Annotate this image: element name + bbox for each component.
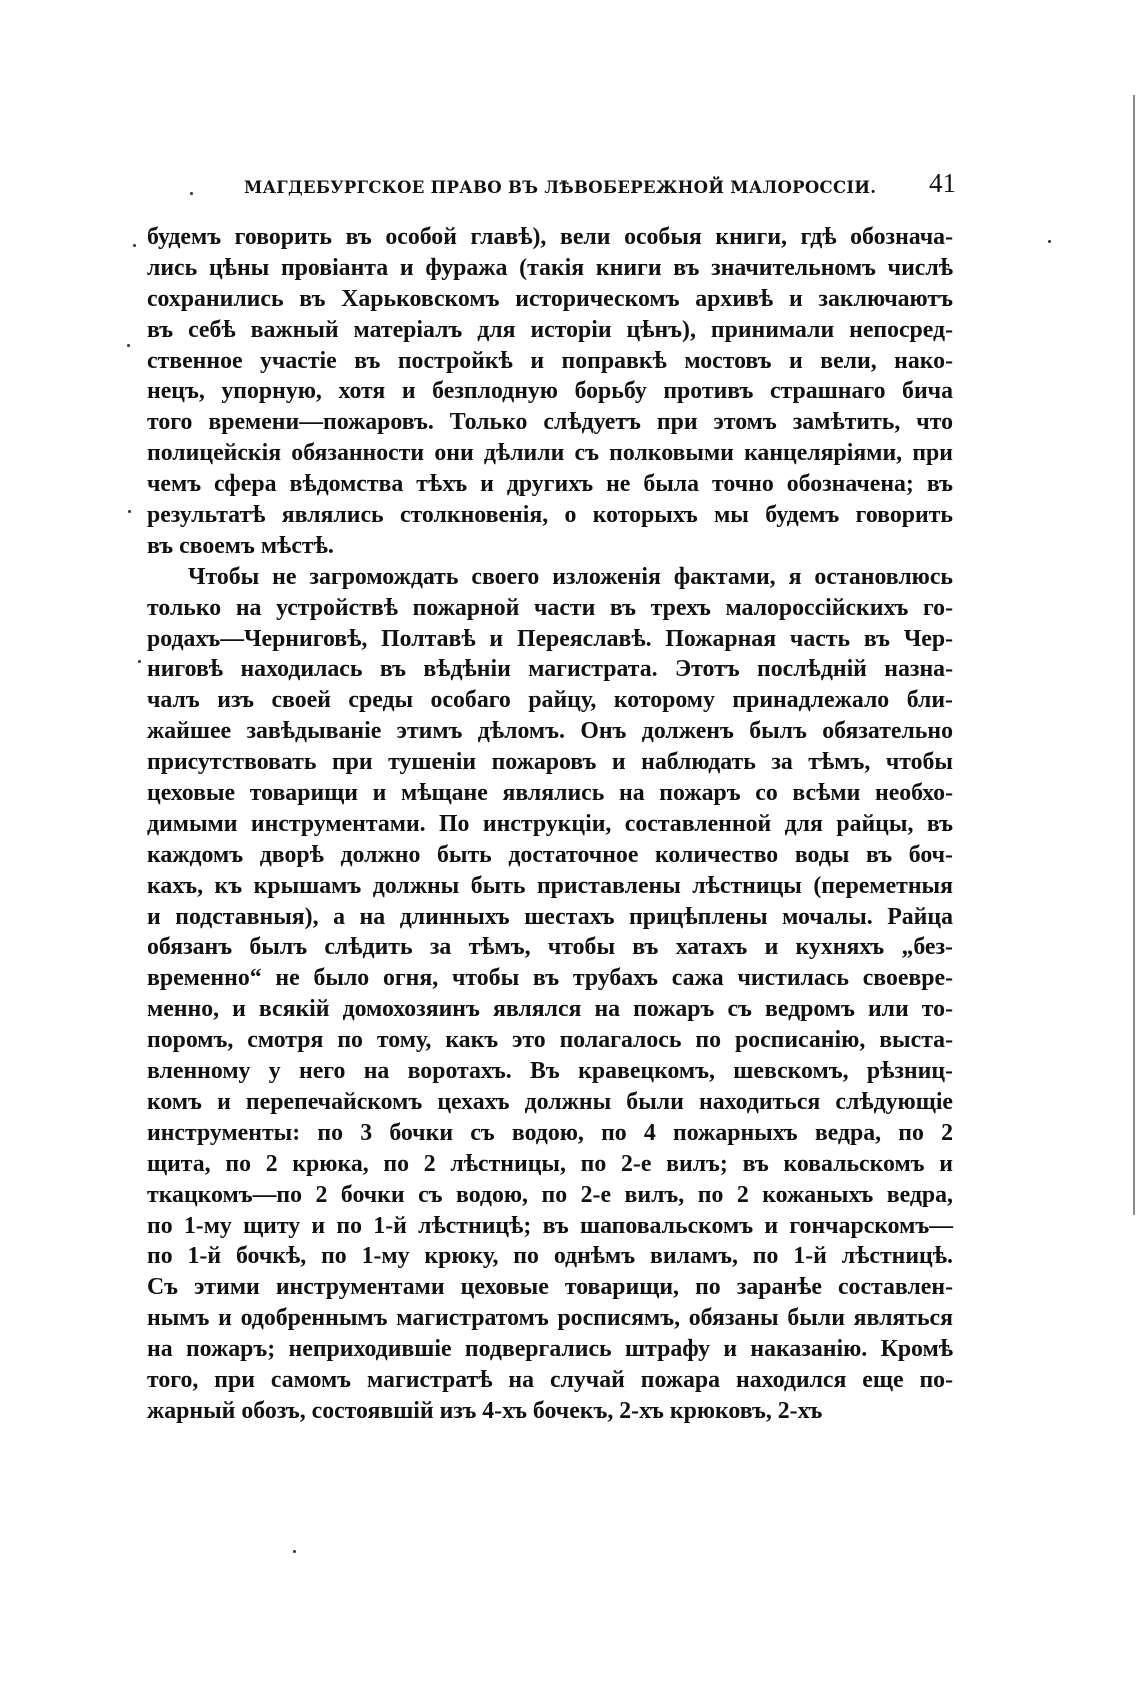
text-line: Чтобы не загромождать своего изложенія фактами, я остановлюсь [188,563,953,590]
text-line: ственное участіе въ постройкѣ и поправкѣ мостовъ и вели, нако- [147,347,953,374]
running-title: МАГДЕБУРГСКОЕ ПРАВО ВЪ ЛѢВОБЕРЕЖНОЙ МАЛОРОССІИ. [244,178,877,197]
text-line: ткацкомъ—по 2 бочки съ водою, по 2-е вилъ, по 2 кожаныхъ ведра, [147,1181,953,1208]
text-line: будемъ говорить въ особой главѣ), вели особыя книги, гдѣ обознача- [147,224,953,250]
text-line: вленному у него на воротахъ. Въ кравецкомъ, шевскомъ, рѣзниц- [147,1058,953,1085]
text-line: временно“ не было огня, чтобы въ трубахъ сажа чистилась своевре- [147,965,953,992]
text-line: родахъ—Черниговѣ, Полтавѣ и Переяславѣ. Пожарная часть въ Чер- [147,625,953,652]
text-line: только на устройствѣ пожарной части въ трехъ малороссійскихъ го- [147,594,953,621]
text-line: присутствовать при тушеніи пожаровъ и наблюдать за тѣмъ, чтобы [147,749,953,776]
scan-speck [133,244,136,247]
paragraph [147,562,953,1427]
text-line: жарный обозъ, состоявшій изъ 4-хъ бочекъ, 2-хъ крюковъ, 2-хъ [147,1397,823,1424]
text-line: комъ и перепечайскомъ цехахъ должны были находиться слѣдующіе [147,1088,953,1115]
scan-speck [293,1550,296,1553]
running-header [244,168,956,208]
paragraph [147,222,953,562]
scan-speck [127,344,130,347]
text-line: ниговѣ находилась въ вѣдѣніи магистрата. Этотъ послѣдній назна- [147,656,953,683]
scan-speck [1048,240,1051,243]
text-line: жайшее завѣдываніе этимъ дѣломъ. Онъ долженъ былъ обязательно [147,718,953,745]
text-line: по 1-му щиту и по 1-й лѣстницѣ; въ шаповальскомъ и гончарскомъ— [147,1212,953,1239]
text-line: поромъ, смотря по тому, какъ это полагалось по росписанію, выста- [147,1027,953,1054]
text-line: въ своемъ мѣстѣ. [147,532,334,559]
text-line: чалъ изъ своей среды особаго райцу, которому принадлежало бли- [147,687,953,714]
text-line: кахъ, къ крышамъ должны быть приставлены лѣстницы (переметныя [147,872,953,899]
scan-edge-line [1133,95,1135,1215]
text-line: того, при самомъ магистратѣ на случай пожара находился еще по- [147,1366,953,1393]
text-line: результатѣ являлись столкновенія, о которыхъ мы будемъ говорить [147,502,953,529]
text-line: каждомъ дворѣ должно быть достаточное количество воды въ боч- [147,841,953,868]
text-line: лись цѣны провіанта и фуража (такія книги въ значительномъ числѣ [147,254,953,281]
scan-speck [138,660,141,663]
text-line: инструменты: по 3 бочки съ водою, по 4 пожарныхъ ведра, по 2 [147,1119,953,1146]
text-line: въ себѣ важный матеріалъ для исторіи цѣнъ), принимали непосред- [147,316,953,343]
text-line: цеховые товарищи и мѣщане являлись на пожаръ со всѣми необхо- [147,780,953,807]
text-line: того времени—пожаровъ. Только слѣдуетъ при этомъ замѣтить, что [147,409,953,436]
text-line: сохранились въ Харьковскомъ историческомъ архивѣ и заключаютъ [147,285,953,312]
text-line: по 1-й бочкѣ, по 1-му крюку, по однѣмъ виламъ, по 1-й лѣстницѣ. [147,1243,953,1270]
body-text [147,222,953,1427]
text-line: нецъ, упорную, хотя и безплодную борьбу противъ страшнаго бича [147,378,953,405]
text-line: и подставныя), а на длинныхъ шестахъ прицѣплены мочалы. Райца [147,903,953,930]
text-line: на пожаръ; неприходившіе подвергались штрафу и наказанію. Кромѣ [147,1336,953,1363]
text-line: чемъ сфера вѣдомства тѣхъ и другихъ не была точно обозначена; въ [147,471,953,498]
text-line: димыми инструментами. По инструкціи, составленной для райцы, въ [147,810,953,837]
text-line: обязанъ былъ слѣдить за тѣмъ, чтобы въ хатахъ и кухняхъ „без- [147,934,953,961]
scan-speck [128,510,131,513]
text-line: Съ этими инструментами цеховые товарищи, по заранѣе составлен- [147,1274,953,1301]
scan-speck [190,192,193,195]
page-number: 41 [929,168,956,198]
text-line: нымъ и одобреннымъ магистратомъ росписямъ, обязаны были являться [147,1305,953,1332]
text-line: полицейскія обязанности они дѣлили съ полковыми канцеляріями, при [147,440,953,467]
text-line: щита, по 2 крюка, по 2 лѣстницы, по 2-е вилъ; въ ковальскомъ и [147,1150,953,1177]
text-line: менно, и всякій домохозяинъ являлся на пожаръ съ ведромъ или то- [147,996,953,1023]
